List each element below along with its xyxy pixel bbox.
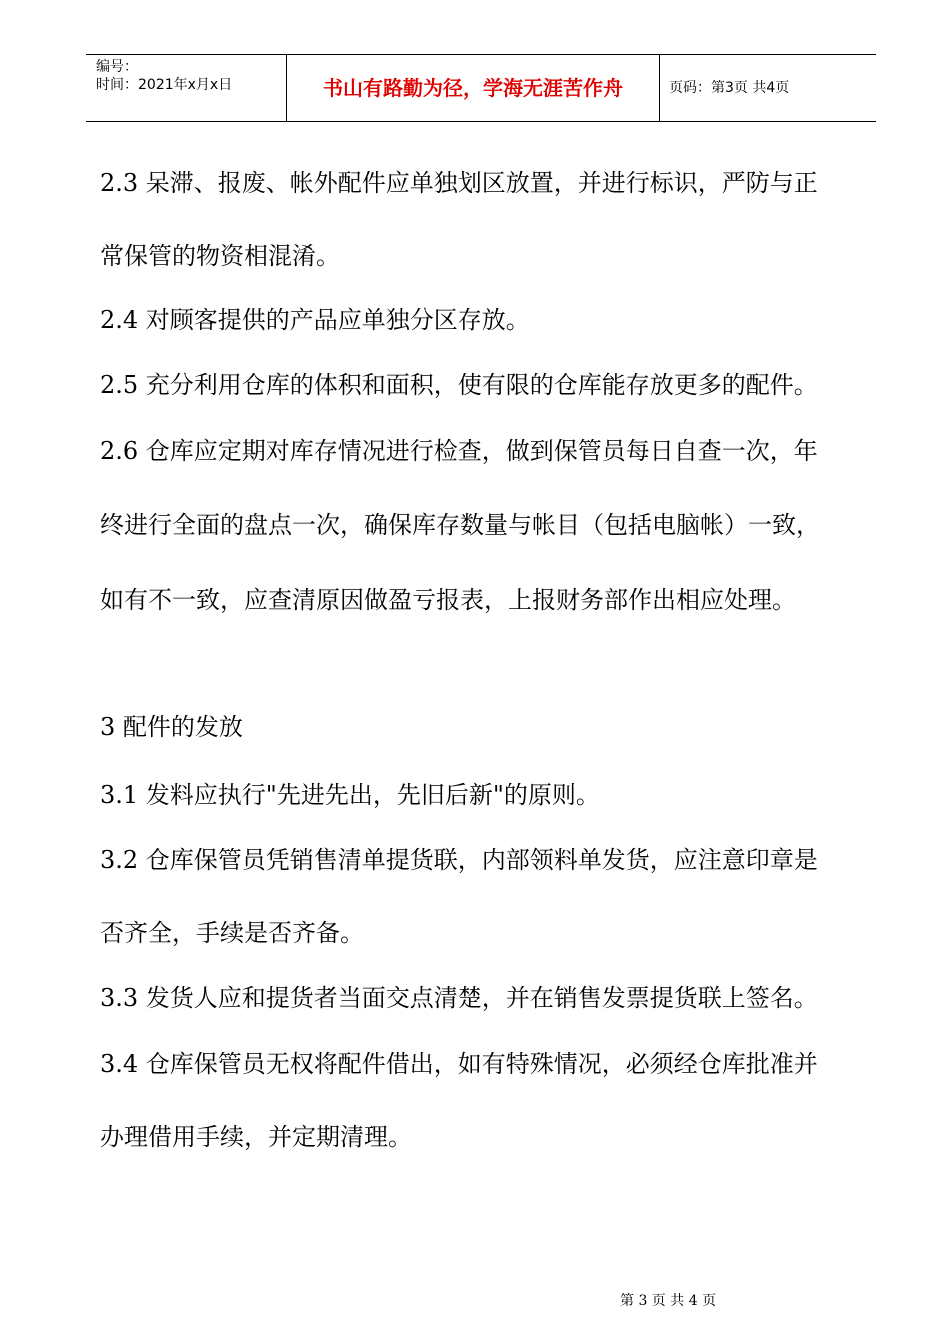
body-line: 否齐全，手续是否齐备。 — [100, 919, 364, 947]
body-line: 3.3 发货人应和提货者当面交点清楚，并在销售发票提货联上签名。 — [100, 984, 818, 1012]
document-number-label: 编号： — [96, 59, 138, 75]
body-line: 2.4 对顾客提供的产品应单独分区存放。 — [100, 306, 530, 334]
body-line: 3.1 发料应执行"先进先出，先旧后新"的原则。 — [100, 781, 600, 809]
body-line: 常保管的物资相混淆。 — [100, 242, 340, 270]
page-header — [86, 54, 876, 122]
body-line: 3.2 仓库保管员凭销售清单提货联，内部领料单发货，应注意印章是 — [100, 846, 818, 874]
section-heading: 3 配件的发放 — [100, 713, 243, 741]
header-page-label: 页码：第3页 共4页 — [669, 80, 790, 96]
body-line: 终进行全面的盘点一次，确保库存数量与帐目（包括电脑帐）一致， — [100, 511, 820, 539]
footer-page-number: 第 3 页 共 4 页 — [620, 1293, 717, 1309]
document-time-label: 时间：2021年x月x日 — [96, 77, 233, 93]
body-line: 2.6 仓库应定期对库存情况进行检查，做到保管员每日自查一次，年 — [100, 437, 818, 465]
body-line: 如有不一致，应查清原因做盈亏报表，上报财务部作出相应处理。 — [100, 586, 796, 614]
header-motto: 书山有路勤为径，学海无涯苦作舟 — [287, 55, 660, 121]
body-line: 办理借用手续，并定期清理。 — [100, 1123, 412, 1151]
body-line: 3.4 仓库保管员无权将配件借出，如有特殊情况，必须经仓库批准并 — [100, 1050, 818, 1078]
body-line: 2.5 充分利用仓库的体积和面积，使有限的仓库能存放更多的配件。 — [100, 371, 818, 399]
header-meta-cell — [86, 55, 287, 121]
body-line: 2.3 呆滞、报废、帐外配件应单独划区放置，并进行标识，严防与正 — [100, 169, 818, 197]
